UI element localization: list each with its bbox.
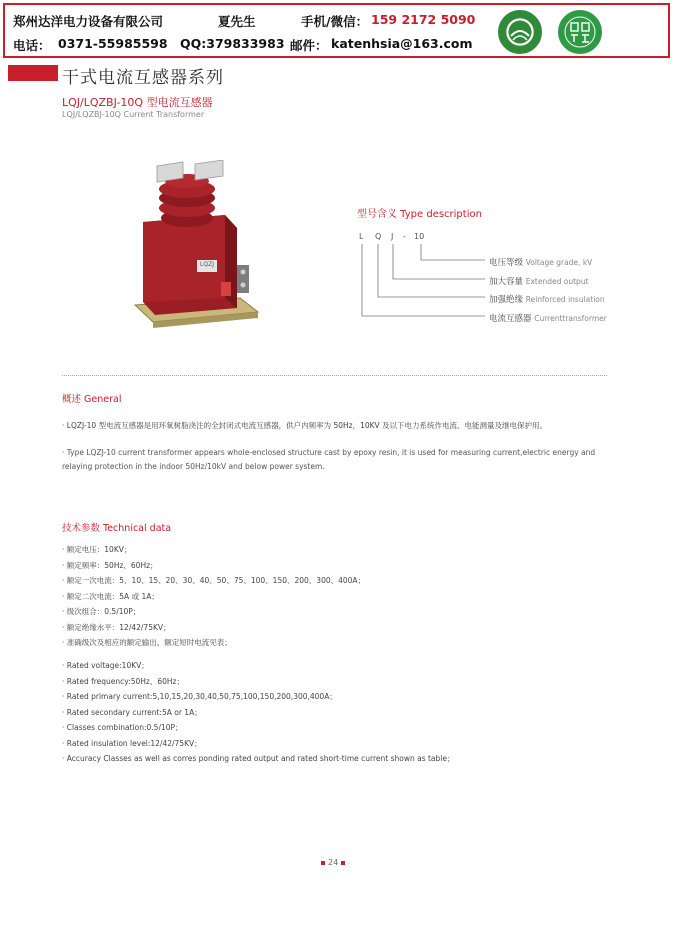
list-item: · Accuracy Classes as well as corres ponding rated output and rated short-time current shown as table； — [62, 753, 610, 769]
type-code-leader-lines — [350, 238, 490, 322]
brand-logo-icon — [558, 10, 602, 54]
tel-number: 0371-55985598 — [58, 36, 168, 51]
list-item: · Rated frequency:50Hz、60Hz； — [62, 676, 610, 692]
qq-number: QQ:379833983 — [180, 36, 285, 51]
technical-list-cn — [62, 544, 610, 653]
phone-number: 159 2172 5090 — [371, 12, 476, 27]
tel-label: 电话： — [13, 38, 51, 53]
contact-name: 夏先生 — [218, 14, 256, 29]
list-item: · 额定频率：50Hz、60Hz； — [62, 560, 610, 576]
list-item: · 额定二次电流：5A 或 1A； — [62, 591, 610, 607]
type-item-insulation: 加强绝缘 Reinforced insulation — [489, 295, 605, 305]
title-accent-bar — [8, 65, 58, 81]
list-item: · 准确级次及相应的额定输出、额定短时电流见表； — [62, 637, 610, 653]
page-marker-left — [321, 861, 325, 865]
technical-heading: 技术参数 Technical data — [62, 523, 172, 534]
list-item: · 额定电压：10KV； — [62, 544, 610, 560]
code-char-L: L — [359, 232, 364, 241]
list-item: · 额定一次电流：5、10、15、20、30、40、50、75、100、150、200、300、400A； — [62, 575, 610, 591]
contact-header — [3, 3, 670, 58]
type-item-output: 加大容量 Extended output — [489, 277, 589, 287]
list-item: · 级次组合：0.5/10P； — [62, 606, 610, 622]
current-transformer-image — [125, 160, 265, 350]
product-nameplate-label: LQZJ — [200, 261, 214, 268]
code-char-J: J — [391, 232, 394, 241]
product-title-cn: LQJ/LQZBJ-10Q 型电流互感器 — [62, 96, 213, 109]
general-text-en: · Type LQZJ-10 current transformer appears whole-enclosed structure cast by epoxy resin, it is used for measuring current,electric energy and relaying protection in the indoor 50Hz/10kV and below power system. — [62, 448, 596, 471]
list-item: · 额定绝缘水平：12/42/75KV； — [62, 622, 610, 638]
grid-logo-icon — [498, 10, 542, 54]
list-item: · Rated primary current:5,10,15,20,30,40,50,75,100,150,200,300,400A； — [62, 691, 610, 707]
type-item-transformer: 电流互感器 Currenttransformer — [489, 314, 607, 324]
list-item: · Rated insulation level:12/42/75KV； — [62, 738, 610, 754]
list-item: · Rated secondary current:5A or 1A； — [62, 707, 610, 723]
type-description-title: 型号含义 Type description — [357, 209, 482, 220]
product-title-en: LQJ/LQZBJ-10Q Current Transformer — [62, 110, 205, 119]
technical-list-en — [62, 660, 610, 769]
type-item-voltage: 电压等级 Voltage grade, kV — [489, 258, 593, 268]
page-marker-right — [341, 861, 345, 865]
company-name: 郑州达洋电力设备有限公司 — [13, 14, 164, 29]
code-dash: - — [403, 232, 406, 241]
general-heading: 概述 General — [62, 394, 122, 405]
page-number: 24 — [318, 858, 348, 867]
series-title: 干式电流互感器系列 — [62, 68, 224, 88]
email-address: katenhsia@163.com — [331, 36, 473, 51]
section-divider — [62, 375, 607, 376]
general-text-cn: · LQZJ-10 型电流互感器是用环氧树脂浇注的全封闭式电流互感器，供户内频率为 50Hz，10KV 及以下电力系统作电流、电能测量及继电保护用。 — [62, 421, 548, 430]
list-item: · Rated voltage:10KV； — [62, 660, 610, 676]
code-char-Q: Q — [375, 232, 382, 241]
code-char-10: 10 — [414, 232, 425, 241]
phone-label: 手机/微信： — [301, 14, 369, 29]
email-label: 邮件： — [290, 38, 328, 53]
list-item: · Classes combination:0.5/10P； — [62, 722, 610, 738]
